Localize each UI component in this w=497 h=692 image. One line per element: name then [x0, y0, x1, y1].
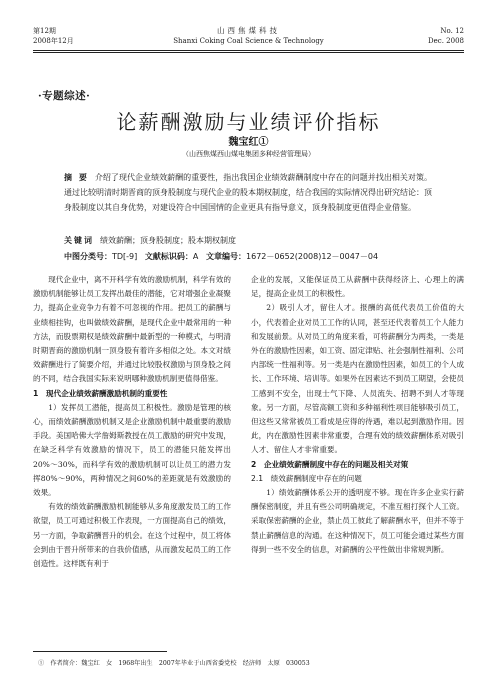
article-number-label: 文章编号： [206, 252, 247, 261]
classification-line [64, 251, 378, 262]
paragraph: 2）吸引人才，留住人才。报酬的高低代表员工价值的大小，代表着企业对员工工作的认同，甚至还代表着员工个人能力和发展前景。从对员工的角度来看，可将薪酬分为两类，一类是外在的激励性因素，如工资、固定津贴、社会强制性福利、公司内部统一性福利等。另一类是内在激励性因素，如员工的个人成长、工作环境、培训等。如果外在因素达不到员工期望，会使员工感到不安全，出现士气下降、人员流失、招聘不到人才等现象。另一方面，尽管高额工资和多种福利性项目能够吸引员工，但这些又常常被员工看成是应得的待遇，难以起到激励作用。因此，内在激励性因素非常重要，合理有效的绩效薪酬体系对吸引人才、留住人才非常重要。 [251, 303, 464, 455]
author-affiliation: （山西焦煤西山煤电集团多种经营管理局） [182, 150, 315, 158]
right-column [251, 273, 464, 557]
clc-value: TD[-9] [112, 252, 138, 261]
author-name: 魏宝红① [228, 137, 269, 148]
subsection-heading: 2.1 绩效薪酬制度中存在的问题 [251, 473, 362, 483]
clc-label: 中图分类号： [64, 252, 112, 261]
issue-date-en: Dec. 2008 [428, 37, 464, 45]
abstract [64, 170, 432, 215]
keywords [64, 235, 236, 246]
header-rule-top [33, 50, 464, 51]
keywords-text: 绩效薪酬；顶身股制度；股本期权制度 [100, 236, 236, 245]
section-tag: ·专题综述· [38, 90, 91, 102]
abstract-text: 介绍了现代企业绩效薪酬的重要性，指出我国企业绩效薪酬制度中存在的问题并找出相关对策。通过比较明清时期晋商的顶身股制度与现代企业的股本期权制度，结合我国的实际情况得出研究结论：顶身股制度以其自身优势，对建设符合中国国情的企业更具有指导意义，顶身股制度更值得企业借鉴。 [64, 173, 432, 212]
doc-code-value: A [192, 252, 199, 261]
article-title: 论薪酬激励与业绩评价指标 [116, 110, 381, 134]
left-column [33, 273, 231, 571]
abstract-label: 摘 要 [64, 173, 89, 182]
paragraph: 1）绩效薪酬体系公开的透明度不够。现在许多企业实行薪酬保密制度，并且有些公司明确规定，不准互相打探个人工资。采取保密薪酬的企业，禁止员工彼此了解薪酬水平，但并不等于禁止薪酬信息的沟通。在这种情况下，员工可能会通过某些方面得到一些不安全的信息，对薪酬的公平性做出非常规判断。 [251, 488, 464, 554]
issue-number: 第12期 [33, 27, 56, 35]
issue-number-en: No. 12 [440, 27, 464, 35]
journal-name-cn: 山西焦煤科技 [217, 26, 280, 35]
header-right [428, 26, 464, 46]
paragraph: 1）发挥员工潜能，提高员工积极性。激励是管理的核心，而绩效薪酬激励机制又是企业激励机制中最重要的激励手段。美国哈佛大学詹姆斯教授在员工激励的研究中发现，在缺乏科学有效激励的情况下，员工的潜能只能发挥出20%～30%，而科学有效的激励机制可以让员工的潜力发挥80%～90%，两种情况之间60%的差距就是有效激励的效果。 [33, 402, 231, 498]
article-number-value: 1672－0652(2008)12－0047－04 [246, 252, 379, 261]
keywords-label: 关键词 [64, 236, 94, 245]
paragraph: 现代企业中，离不开科学有效的激励机制，科学有效的激励机制能够让员工发挥出最佳的潜能，它对增强企业凝聚力，提高企业竞争力有着不可忽视的作用。把员工的薪酬与业绩相挂钩，也叫做绩效薪酬，是现代企业中最常用的一种方法，而股票期权是绩效薪酬中最新型的一种模式，与明清时期晋商的激励机制一顶身股有着许多相似之处。本文对绩效薪酬进行了简要介绍，并通过比较股权激励与顶身股之间的不同，结合我国实际来说明哪种激励机制更值得借鉴。 [33, 275, 231, 384]
section-heading: 2 企业绩效薪酬制度中存在的问题及相关对策 [251, 459, 409, 469]
paragraph: 有效的绩效薪酬激励机制能够从多角度激发员工的工作欲望，员工可通过积极工作表现，一方面提高自己的绩效，另一方面，争取薪酬晋升的机会。在这个过程中，员工将体会到由于晋升所带来的自我价值感，从而激发起员工的工作创造性。这样既有利于 [33, 502, 231, 569]
section-heading: 1 现代企业绩效薪酬激励机制的重要性 [33, 388, 168, 398]
issue-date: 2008年12月 [33, 37, 74, 45]
doc-code-label: 文献标识码： [144, 252, 193, 261]
author-footnote: ① 作者简介：魏宝红 女 1968年出生 2007年毕业于山西省委党校 经济师 太原 030053 [38, 660, 310, 667]
paragraph: 企业的发展，又能保证员工从薪酬中获得经济上、心理上的满足，提高企业员工的积极性。 [251, 275, 464, 299]
header-center [0, 26, 497, 46]
header-rule-bottom [33, 52, 464, 53]
footnote-rule [33, 651, 167, 652]
journal-name-en: Shanxi Coking Coal Science & Technology [173, 37, 324, 45]
